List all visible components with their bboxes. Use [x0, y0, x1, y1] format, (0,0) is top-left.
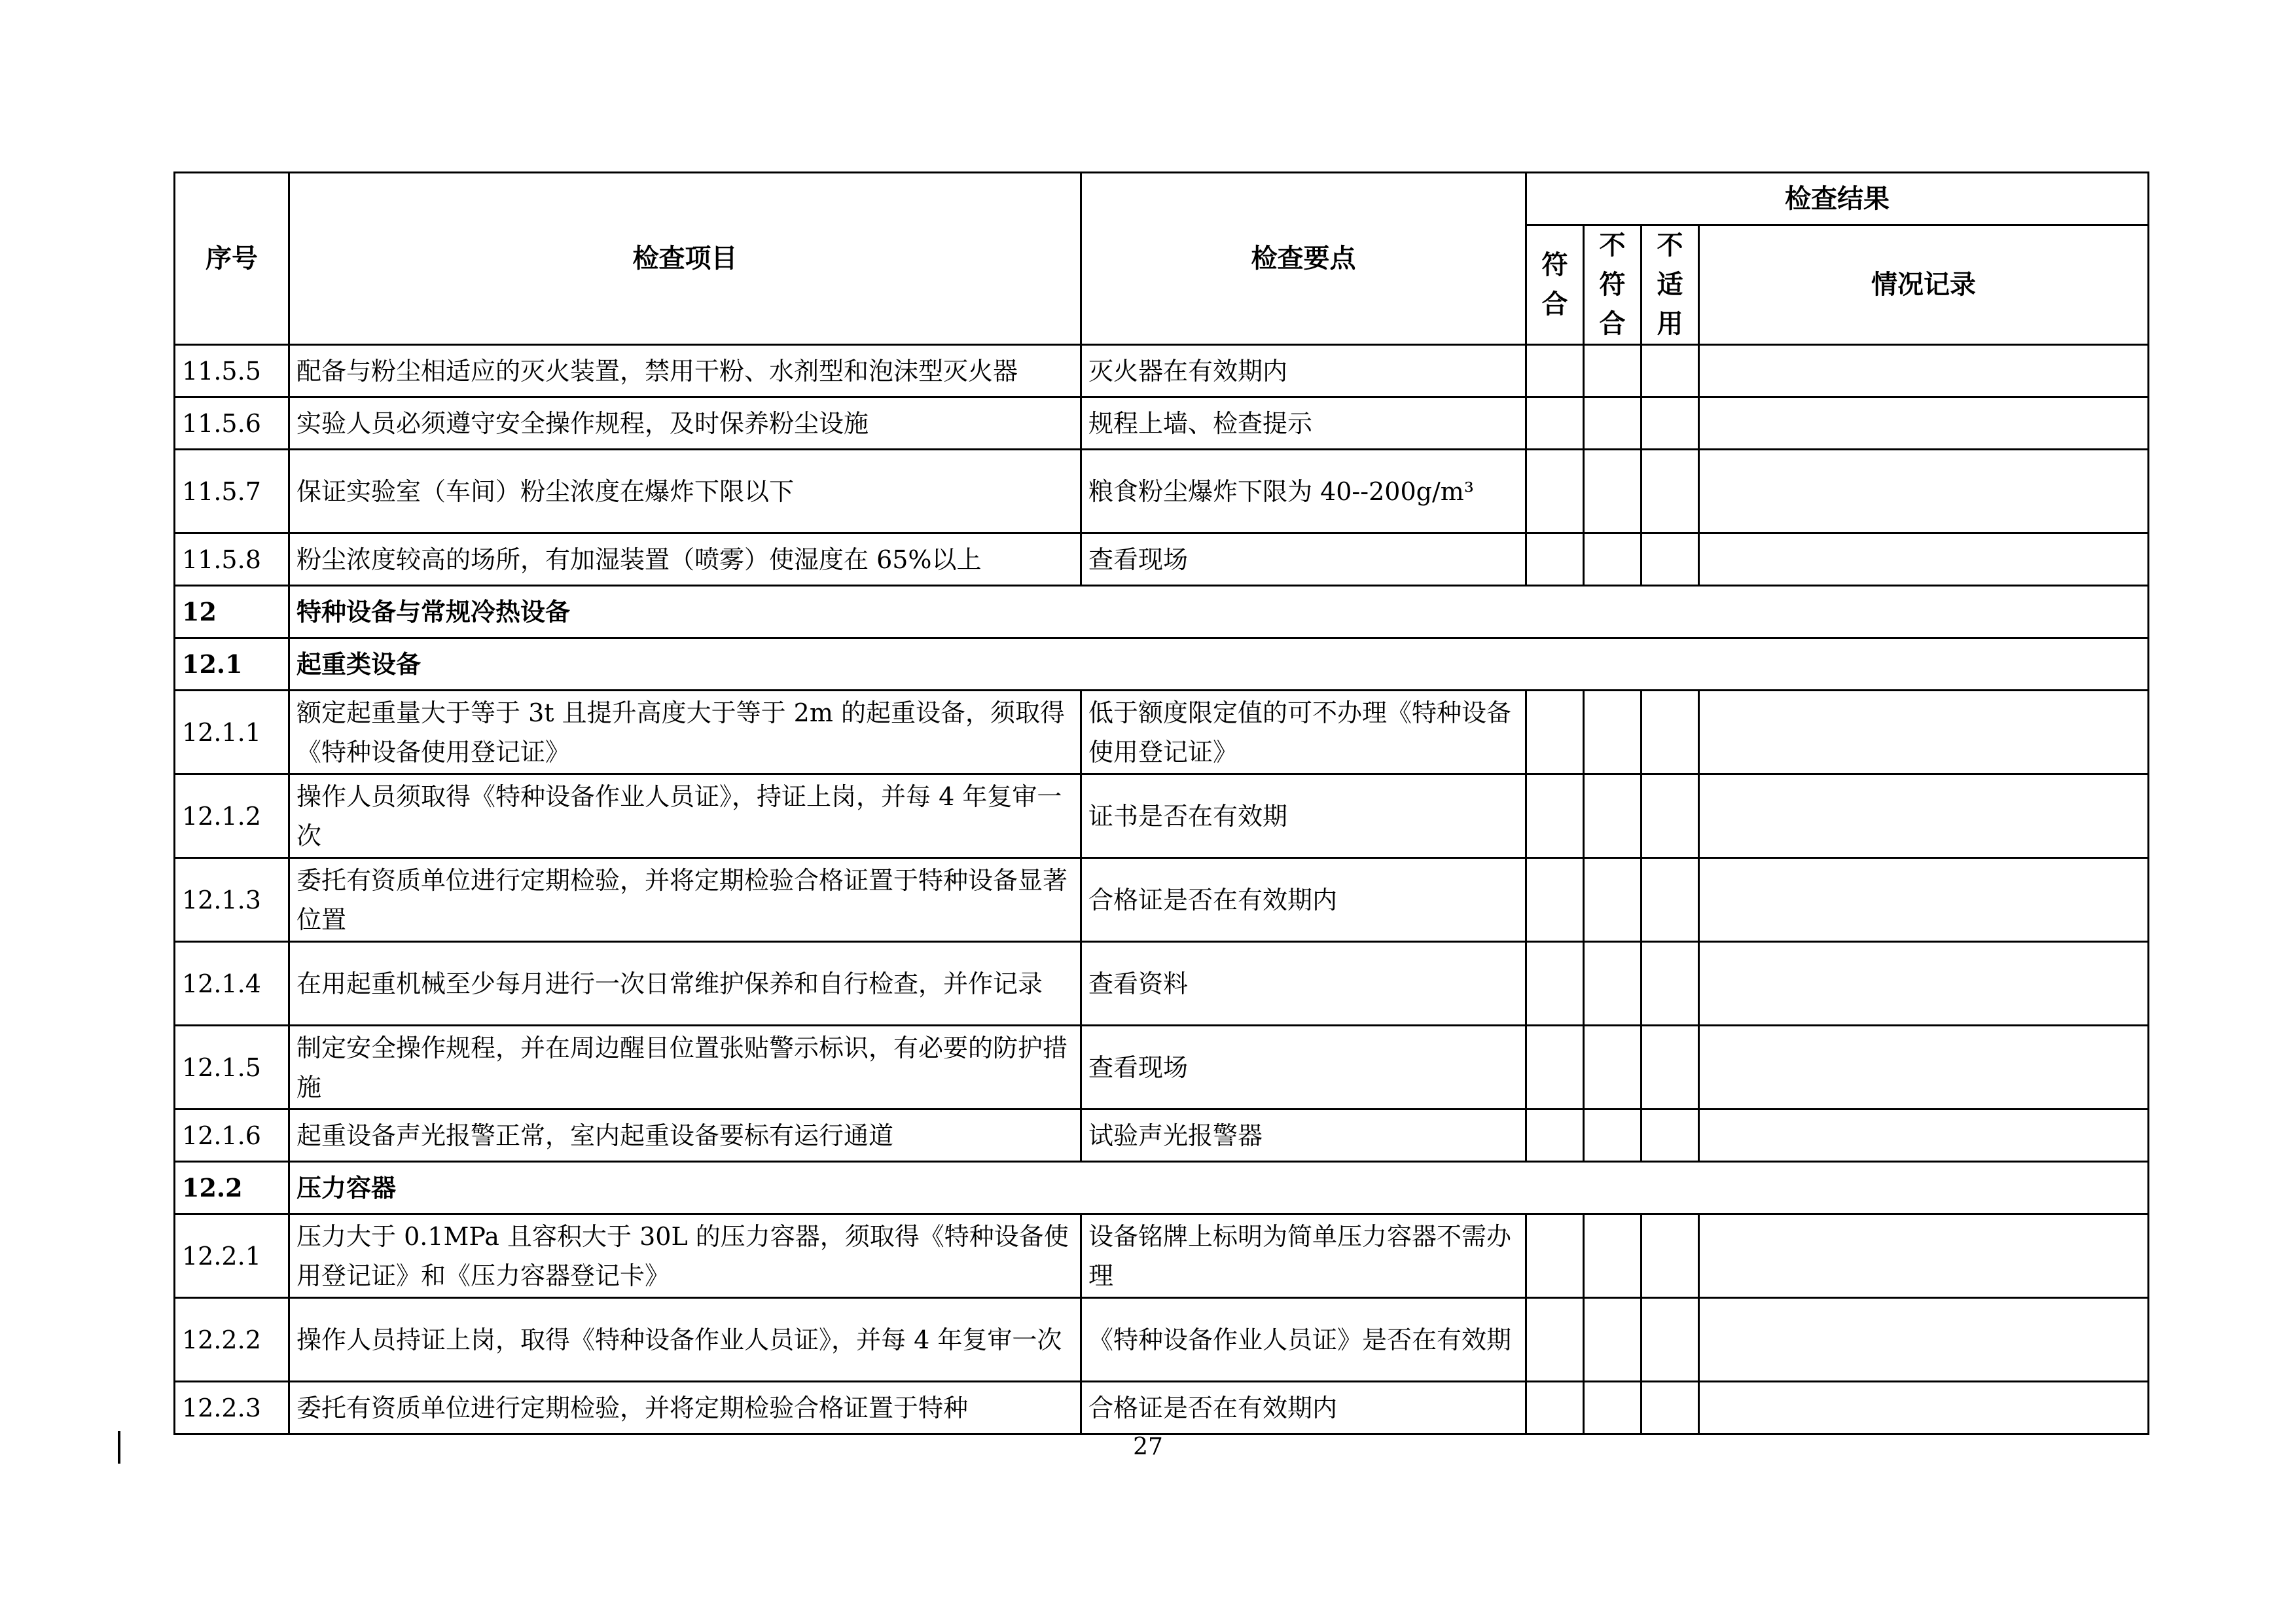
nonconform-cell[interactable]	[1584, 533, 1641, 586]
conform-cell[interactable]	[1526, 397, 1584, 450]
record-cell[interactable]	[1699, 533, 2149, 586]
record-cell[interactable]	[1699, 345, 2149, 397]
row-number: 12.2	[175, 1162, 289, 1214]
table-row	[175, 1298, 2149, 1382]
conform-cell[interactable]	[1526, 345, 1584, 397]
page-number: 27	[1133, 1434, 1163, 1460]
conform-cell[interactable]	[1526, 691, 1584, 774]
na-cell[interactable]	[1641, 1298, 1699, 1382]
conform-cell[interactable]	[1526, 533, 1584, 586]
conform-cell[interactable]	[1526, 1110, 1584, 1162]
na-cell[interactable]	[1641, 397, 1699, 450]
row-number: 12.1.4	[175, 942, 289, 1026]
section-title: 起重类设备	[289, 638, 2149, 691]
nonconform-cell[interactable]	[1584, 774, 1641, 858]
check-item: 压力大于 0.1MPa 且容积大于 30L 的压力容器，须取得《特种设备使用登记证》和《压力容器登记卡》	[289, 1214, 1081, 1298]
header-item: 检查项目	[289, 173, 1081, 345]
nonconform-cell[interactable]	[1584, 942, 1641, 1026]
check-item: 委托有资质单位进行定期检验，并将定期检验合格证置于特种	[289, 1382, 1081, 1434]
record-cell[interactable]	[1699, 858, 2149, 942]
nonconform-cell[interactable]	[1584, 691, 1641, 774]
na-cell[interactable]	[1641, 1382, 1699, 1434]
record-cell[interactable]	[1699, 942, 2149, 1026]
conform-cell[interactable]	[1526, 1298, 1584, 1382]
row-number: 12.1.2	[175, 774, 289, 858]
conform-cell[interactable]	[1526, 1214, 1584, 1298]
row-number: 12.1	[175, 638, 289, 691]
record-cell[interactable]	[1699, 1110, 2149, 1162]
check-item: 粉尘浓度较高的场所，有加湿装置（喷雾）使湿度在 65%以上	[289, 533, 1081, 586]
table-row	[175, 1026, 2149, 1110]
check-item: 起重设备声光报警正常，室内起重设备要标有运行通道	[289, 1110, 1081, 1162]
record-cell[interactable]	[1699, 397, 2149, 450]
na-cell[interactable]	[1641, 774, 1699, 858]
conform-cell[interactable]	[1526, 942, 1584, 1026]
record-cell[interactable]	[1699, 774, 2149, 858]
na-cell[interactable]	[1641, 858, 1699, 942]
nonconform-cell[interactable]	[1584, 1110, 1641, 1162]
nonconform-cell[interactable]	[1584, 1214, 1641, 1298]
na-cell[interactable]	[1641, 691, 1699, 774]
table-row	[175, 450, 2149, 533]
table-row	[175, 691, 2149, 774]
nonconform-cell[interactable]	[1584, 1026, 1641, 1110]
check-point: 试验声光报警器	[1081, 1110, 1526, 1162]
na-cell[interactable]	[1641, 533, 1699, 586]
nonconform-cell[interactable]	[1584, 1298, 1641, 1382]
nonconform-cell[interactable]	[1584, 345, 1641, 397]
check-point: 证书是否在有效期	[1081, 774, 1526, 858]
conform-cell[interactable]	[1526, 1026, 1584, 1110]
header-points: 检查要点	[1081, 173, 1526, 345]
row-number: 12.2.1	[175, 1214, 289, 1298]
record-cell[interactable]	[1699, 1026, 2149, 1110]
na-cell[interactable]	[1641, 1110, 1699, 1162]
row-number: 12.1.1	[175, 691, 289, 774]
header-result: 检查结果	[1526, 173, 2149, 225]
record-cell[interactable]	[1699, 691, 2149, 774]
check-item: 操作人员持证上岗，取得《特种设备作业人员证》，并每 4 年复审一次	[289, 1298, 1081, 1382]
table-row	[175, 858, 2149, 942]
section-row	[175, 1162, 2149, 1214]
check-point: 灭火器在有效期内	[1081, 345, 1526, 397]
section-title: 压力容器	[289, 1162, 2149, 1214]
table-row	[175, 345, 2149, 397]
check-item: 制定安全操作规程，并在周边醒目位置张贴警示标识，有必要的防护措施	[289, 1026, 1081, 1110]
table-row	[175, 1110, 2149, 1162]
row-number: 11.5.7	[175, 450, 289, 533]
na-cell[interactable]	[1641, 1026, 1699, 1110]
row-number: 12.1.3	[175, 858, 289, 942]
check-point: 合格证是否在有效期内	[1081, 858, 1526, 942]
check-item: 保证实验室（车间）粉尘浓度在爆炸下限以下	[289, 450, 1081, 533]
check-point: 查看现场	[1081, 1026, 1526, 1110]
check-item: 配备与粉尘相适应的灭火装置，禁用干粉、水剂型和泡沫型灭火器	[289, 345, 1081, 397]
row-number: 12	[175, 586, 289, 638]
na-cell[interactable]	[1641, 942, 1699, 1026]
table-row	[175, 1382, 2149, 1434]
record-cell[interactable]	[1699, 1214, 2149, 1298]
section-row	[175, 586, 2149, 638]
na-cell[interactable]	[1641, 1214, 1699, 1298]
header-record: 情况记录	[1699, 225, 2149, 345]
check-point: 粮食粉尘爆炸下限为 40--200g/m³	[1081, 450, 1526, 533]
table-row	[175, 397, 2149, 450]
row-number: 12.1.6	[175, 1110, 289, 1162]
table-row	[175, 533, 2149, 586]
record-cell[interactable]	[1699, 1298, 2149, 1382]
conform-cell[interactable]	[1526, 858, 1584, 942]
check-item: 委托有资质单位进行定期检验，并将定期检验合格证置于特种设备显著位置	[289, 858, 1081, 942]
conform-cell[interactable]	[1526, 774, 1584, 858]
conform-cell[interactable]	[1526, 450, 1584, 533]
check-point: 合格证是否在有效期内	[1081, 1382, 1526, 1434]
nonconform-cell[interactable]	[1584, 450, 1641, 533]
section-row	[175, 638, 2149, 691]
header-conform: 符 合	[1526, 225, 1584, 345]
header-nonconform: 不 符 合	[1584, 225, 1641, 345]
table-row	[175, 942, 2149, 1026]
header-seq: 序号	[175, 173, 289, 345]
nonconform-cell[interactable]	[1584, 858, 1641, 942]
check-point: 低于额度限定值的可不办理《特种设备使用登记证》	[1081, 691, 1526, 774]
check-item: 操作人员须取得《特种设备作业人员证》，持证上岗，并每 4 年复审一次	[289, 774, 1081, 858]
nonconform-cell[interactable]	[1584, 1382, 1641, 1434]
check-item: 实验人员必须遵守安全操作规程，及时保养粉尘设施	[289, 397, 1081, 450]
row-number: 12.2.3	[175, 1382, 289, 1434]
na-cell[interactable]	[1641, 450, 1699, 533]
table-row	[175, 1214, 2149, 1298]
record-cell[interactable]	[1699, 450, 2149, 533]
table-row	[175, 774, 2149, 858]
nonconform-cell[interactable]	[1584, 397, 1641, 450]
record-cell[interactable]	[1699, 1382, 2149, 1434]
inspection-checklist-table	[173, 171, 2149, 1435]
check-item: 在用起重机械至少每月进行一次日常维护保养和自行检查，并作记录	[289, 942, 1081, 1026]
section-title: 特种设备与常规冷热设备	[289, 586, 2149, 638]
check-point: 查看资料	[1081, 942, 1526, 1026]
na-cell[interactable]	[1641, 345, 1699, 397]
check-point: 设备铭牌上标明为简单压力容器不需办理	[1081, 1214, 1526, 1298]
check-point: 查看现场	[1081, 533, 1526, 586]
header-na: 不 适 用	[1641, 225, 1699, 345]
row-number: 11.5.8	[175, 533, 289, 586]
check-point: 规程上墙、检查提示	[1081, 397, 1526, 450]
row-number: 11.5.5	[175, 345, 289, 397]
row-number: 12.1.5	[175, 1026, 289, 1110]
row-number: 11.5.6	[175, 397, 289, 450]
check-point: 《特种设备作业人员证》是否在有效期	[1081, 1298, 1526, 1382]
checklist-body	[175, 345, 2149, 1434]
check-item: 额定起重量大于等于 3t 且提升高度大于等于 2m 的起重设备，须取得《特种设备使用登记证》	[289, 691, 1081, 774]
row-number: 12.2.2	[175, 1298, 289, 1382]
conform-cell[interactable]	[1526, 1382, 1584, 1434]
